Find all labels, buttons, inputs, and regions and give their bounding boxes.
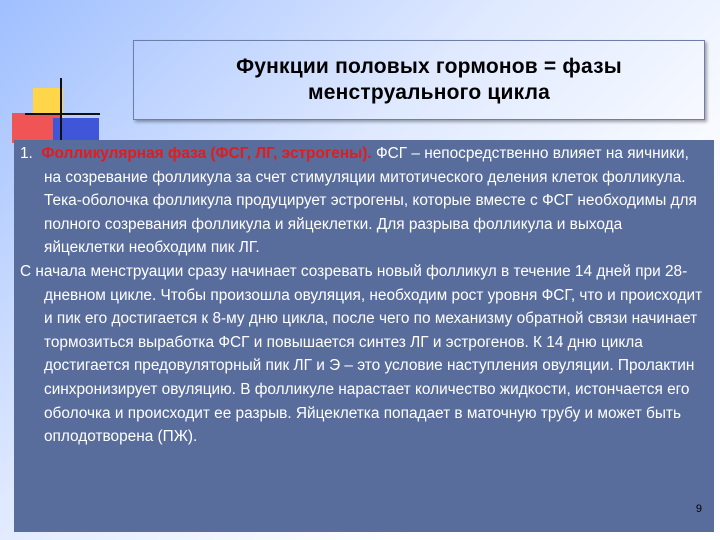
slide-title: Функции половых гормонов = фазы менструального цикла [236,54,622,104]
list-number: 1. [20,145,33,162]
page-number: 9 [695,503,702,516]
content-panel [14,140,714,532]
paragraph-1-text: ФСГ – непосредственно влияет на яичники, на созревание фолликула за счет стимуляции митотического деления клеток фолликула. Тека-оболочка фолликула продуцирует эстрогены, которые вместе с ФСГ необходимы для полного созревания фолликула и яйцеклетки. Для разрыва фолликула и выхода яйцеклетки необходим пик ЛГ. [44,145,697,257]
paragraph-cycle-description: С начала менструации сразу начинает созревать новый фолликул в течение 14 дней при 28-дневном цикле. Чтобы произошла овуляция, необходим рост уровня ФСГ, что и происходит и пик его достигается к 8-му дню цикла, после чего по механизму обратной связи начинает тормозиться выработка ФСГ и повышается синтез ЛГ и эстрогенов. К 14 дню цикла достигается предовуляторный пик ЛГ и Э – это условие наступления овуляции. Пролактин синхронизирует овуляцию. В фолликуле нарастает количество жидкости, истончается его оболочка и происходит ее разрыв. Яйцеклетка попадает в маточную трубу и может быть оплодотворена (ПЖ). [20,262,703,446]
paragraph-follicular-phase [20,142,704,260]
phase-heading: Фолликулярная фаза (ФСГ, ЛГ, эстрогены). [41,145,372,162]
decor-horizontal-line [25,113,100,115]
title-box [133,40,705,120]
